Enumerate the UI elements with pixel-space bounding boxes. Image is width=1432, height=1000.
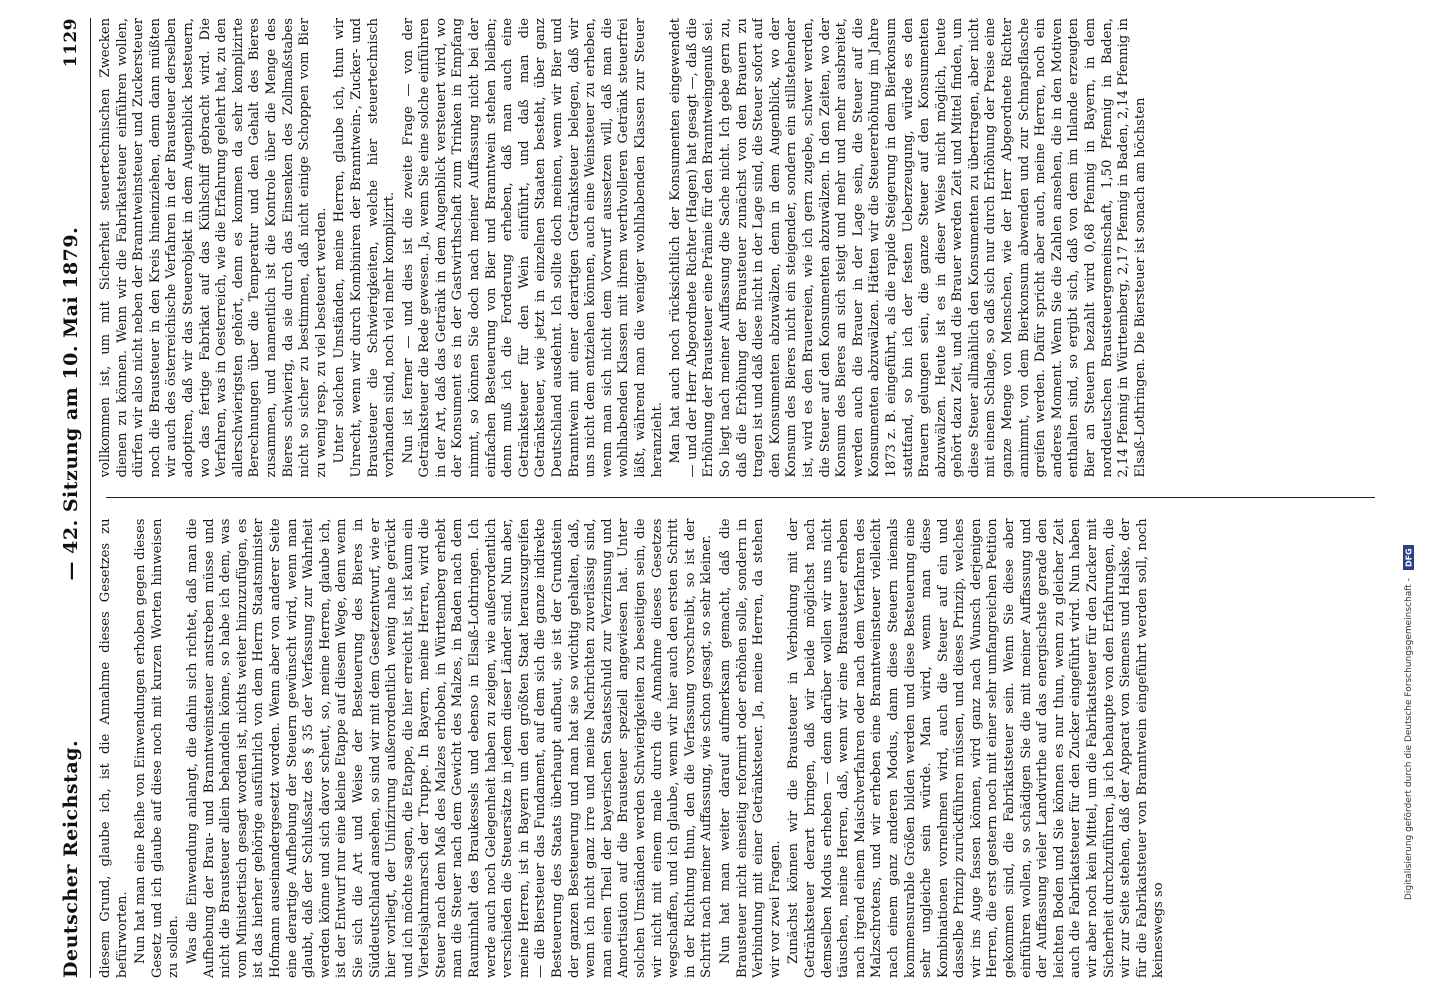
- header-publication: Deutscher Reichstag.: [60, 739, 82, 978]
- page-number: 1129: [61, 18, 81, 68]
- paragraph: Zunächst können wir die Brausteuer in Verbindung mit der Getränksteuer derart bringen, daß wir beide möglichst nach demselben Modus erheben — denn darüber wollen wir uns nicht täuschen, meine Herren, daß, wenn wir eine Brausteuer erheben nach irgend einem Maischverfahren oder nach dem Verfahren des Malzschrotens, und wir erheben eine Branntweinsteuer vielleicht nach einem ganz anderen Modus, dann diese Steuern niemals kommensurable Größen bilden werden und diese Besteuerung eine sehr ungleiche sein würde. Man wird, wenn man diese Kombinationen vornehmen wird, auch die Steuer auf ein und dasselbe Prinzip zurückführen müssen, und dieses Prinzip, welches wir ins Auge fassen können, wird ganz nach Wunsch derjenigen Herren, die erst gestern noch mit einer sehr umfangreichen Petition gekommen sind, die Fabrikatsteuer sein. Wenn Sie diese aber einführen wollen, so schädigen Sie die mit meiner Auffassung und der Auffassung vieler Landwirthe auf das energischste gerade den leichten Boden und Sie können es nur thun, wenn zu gleicher Zeit auch die Fabrikatsteuer für den Zucker eingeführt wird. Nun haben wir aber noch kein Mittel, um die Fabrikatsteuer für den Zucker mit Sicherheit durchzuführen, ja ich behaupte von den Erfahrungen, die wir zur Seite stehen, daß der Apparat von Siemens und Halske, der für die Fabrikatsteuer von Branntwein eingeführt werden soll, noch keineswegs so: [786, 518, 1167, 978]
- paragraph: vollkommen ist, um mit Sicherheit steuertechnischen Zwecken dienen zu können. Wenn wir die Fabrikatsteuer einführen wollen, dürfen wir also nicht neben der Branntweinsteuer und Zuckersteuer noch die Brausteuer in den Kreis hineinziehen, denn dann müßten wir auch des österreichische Verfahren in der Brausteuer derselben adoptiren, daß wir das Steuerobjekt in dem Augenblick besteuern, wo das fertige Fabrikat auf das Kühlschiff gebracht wird. Die Verfahren, was in Oesterreich, wie die Erfahrung gelehrt hat, zu den allerschwierigsten gehört, denn es kommen da sehr komplizirte Berechnungen über die Temperatur und den Gehalt des Bieres zusammen, und namentlich ist die Kontrole über die Menge des Bieres schwierig, da sie durch das Einsenken des Zollmaßstabes nicht so sicher zu bestimmen, daß nicht einige Schoppen vom Bier zu wenig resp. zu viel besteuert werden.: [98, 18, 329, 478]
- digitization-stamp: [1399, 120, 1419, 900]
- paragraph: Man hat auch noch rücksichtlich der Konsumenten eingewendet — und der Herr Abgeordnete Richter (Hagen) hat gesagt —, daß die Erhöhung der Brausteuer eine Prämie für den Branntweingenuß sei. So liegt nach meiner Auffassung die Sache nicht. Ich gebe gern zu, daß die Erhöhung der Brausteuer zunächst von den Brauern zu tragen ist und daß diese nicht in der Lage sind, die Steuer sofort auf den Konsumenten abzuwälzen, denn in dem Augenblick, wo der Konsum des Bieres nicht ein steigender, sondern ein stillstehender ist, wird es den Brauereien, wie ich gern zugebe, schwer werden, die Steuer auf den Konsumenten abzuwälzen. In den Zeiten, wo der Konsum des Bieres an sich steigt und mehr und mehr ausbreitet, werden auch die Brauer in der Lage sein, die Steuer auf die Konsumenten abzuwälzen. Hätten wir die Steuererhöhung im Jahre 1873 z. B. eingeführt, als die rapide Steigerung in dem Bierkonsum stattfand, so bin ich der festen Ueberzeugung, würde es den Brauern gelungen sein, die ganze Steuer auf den Konsumenten abzuwälzen. Heute ist es in dieser Weise nicht möglich, heute gehört dazu Zeit, und die Brauer werden Zeit und Mittel finden, um diese Steuer allmählich den Konsumenten zu übertragen, aber nicht mit einem Schlage, so daß sich nur durch Erhöhung der Preise eine ganze Menge von Menschen, wie der Herr Abgeordnete Richter annimmt, von dem Bierkonsum abwenden und zur Schnapsflasche greifen werden. Dafür spricht aber auch, meine Herren, noch ein anderes Moment. Wenn Sie die Zahlen ansehen, die in den Motiven enthalten sind, so ergibt sich, daß von dem im Inlande erzeugten Bier an Steuern bezahlt wird 0,68 Pfennig in Bayern, in dem norddeutschen Brausteuergemeinschaft, 1,50 Pfennig in Baden, 2,14 Pfennig in Württemberg, 2,17 Pfennig in Baden, 2,14 Pfennig in Elsaß-Lothringen. Die Biersteuer ist sonach am höchsten: [668, 18, 1148, 478]
- paragraph: diesem Grund, glaube ich, ist die Annahme dieses Gesetzes zu befürworten.: [98, 518, 130, 978]
- paragraph: Was die Einwendung anlangt, die dahin sich richtet, daß man die Aufhebung der Brau- und Branntweinsteuer anstreben müsse und nicht die Brausteuer allein behandeln könne, so habe ich dem, was vom Ministertisch gesagt worden ist, nichts weiter hinzuzufügen, es ist das hierher gehörige ausführlich von dem Herrn Staatsminister Hofmann auseinandergesetzt worden. Wenn aber von anderer Seite eine derartige Aufhebung der Steuern gewünscht wird, wenn man glaubt, daß der Schlußsatz des § 35 der Verfassung zur Wahrheit werden könne und sich davor scheut, so, meine Herren, glaube ich, ist der Entwurf nur eine kleine Etappe auf diesem Wege, denn wenn Sie sich die Art und Weise der Besteuerung des Bieres in Süddeutschland ansehen, so sind wir mit dem Gesetzentwurf, wie er hier vorliegt, der Unifizirung außerordentlich wenig nahe gerückt und ich möchte sagen, die Etappe, die hier erreicht ist, ist kaum ein Viertelsjahrmarsch der Truppe. In Bayern, meine Herren, wird die Steuer nach dem Maß des Malzes erhoben, in Württemberg erhebt man die Steuer nach dem Gewicht des Malzes, in Baden nach dem Rauminhalt des Braukessels und ebenso in Elsaß-Lothringen. Ich werde auch noch Gelegenheit haben zu zeigen, wie außerordentlich verschieden die Steuersätze in jedem dieser Länder sind. Nun aber, meine Herren, ist in Bayern um den größten Staat herauszugreifen — die Biersteuer das Fundament, auf dem sich die ganze indirekte Besteuerung des Staats überhaupt aufbaut, sie ist der Grundstein der ganzen Besteuerung und man hat sie so wichtig gehalten, daß, wenn ich nicht ganz irre und meine Nachrichten zuverlässig sind, man einen Theil der bayerischen Staatsschuld zur Verzinsung und Amortisation auf die Brausteuer speziell angewiesen hat. Unter solchen Umständen werden Schwierigkeiten zu beseitigen sein, die wir nicht mit einem male durch die Annahme dieses Gesetzes wegschaffen, und ich glaube, wenn wir hier auch den ersten Schritt in der Richtung thun, den die Verfassung vorschreibt, so ist der Schritt nach meiner Auffassung, wie schon gesagt, so sehr kleiner.: [184, 518, 715, 978]
- column-divider: [106, 498, 1375, 499]
- header-rule: [90, 18, 91, 978]
- paragraph: Unter solchen Umständen, meine Herren, glaube ich, thun wir Unrecht, wenn wir durch Kombiniren der Branntwein-, Zucker- und Brausteuer die Schwierigkeiten, welche hier steuertechnisch vorhanden sind, noch viel mehr komplizirt.: [332, 18, 398, 478]
- rotated-page: [56, 18, 1386, 978]
- stamp-text: Digitalisierung gefördert durch die Deutsche Forschungsgemeinschaft -: [1404, 578, 1414, 900]
- paragraph: Nun hat man eine Reihe von Einwendungen erhoben gegen dieses Gesetz und ich glaube auf diese noch mit kurzen Worten hinweisen zu sollen.: [133, 518, 182, 978]
- paragraph: Nun hat man weiter darauf aufmerksam gemacht, daß die Brausteuer nicht einseitig reformirt oder erhöhen solle, sondern in Verbindung mit einer Getränksteuer. Ja, meine Herren, da stehen wir vor zwei Fragen.: [717, 518, 783, 978]
- dfg-logo: DFG: [1404, 545, 1415, 570]
- column-left: [98, 519, 1383, 979]
- page-header: [56, 18, 86, 978]
- header-session: — 42. Sitzung am 10. Mai 1879.: [60, 226, 82, 581]
- text-columns: [98, 18, 1383, 978]
- paragraph: Nun ist ferner — und dies ist die zweite Frage — von der Getränksteuer die Rede gewesen. Ja, wenn Sie eine solche einführen in der Art, daß das Getränk in dem Augenblick versteuert wird, wo der Konsument es in der Gastwirthschaft zum Trinken in Empfang nimmt, so können Sie doch nach meiner Auffassung nicht bei der einfachen Besteuerung von Bier und Branntwein stehen bleiben; denn muß ich die Forderung erheben, daß man auch eine Getränksteuer für den Wein einführt, und daß man die Getränksteuer, wie jetzt in einzelnen Staaten besteht, über ganz Deutschland ausdehnt. Ich sollte doch meinen, wenn wir Bier und Branntwein mit einer derartigen Getränksteuer belegen, daß wir uns nicht dem entziehen können, auch eine Weinsteuer zu erheben, wenn man sich nicht dem Vorwurf aussetzen will, daß man die wohlhabenden Klassen mit ihrem werthvolleren Getränk steuerfrei läßt, während man die weniger wohlhabenden Klassen zur Steuer heranzieht.: [400, 18, 665, 478]
- column-right: [98, 18, 1383, 478]
